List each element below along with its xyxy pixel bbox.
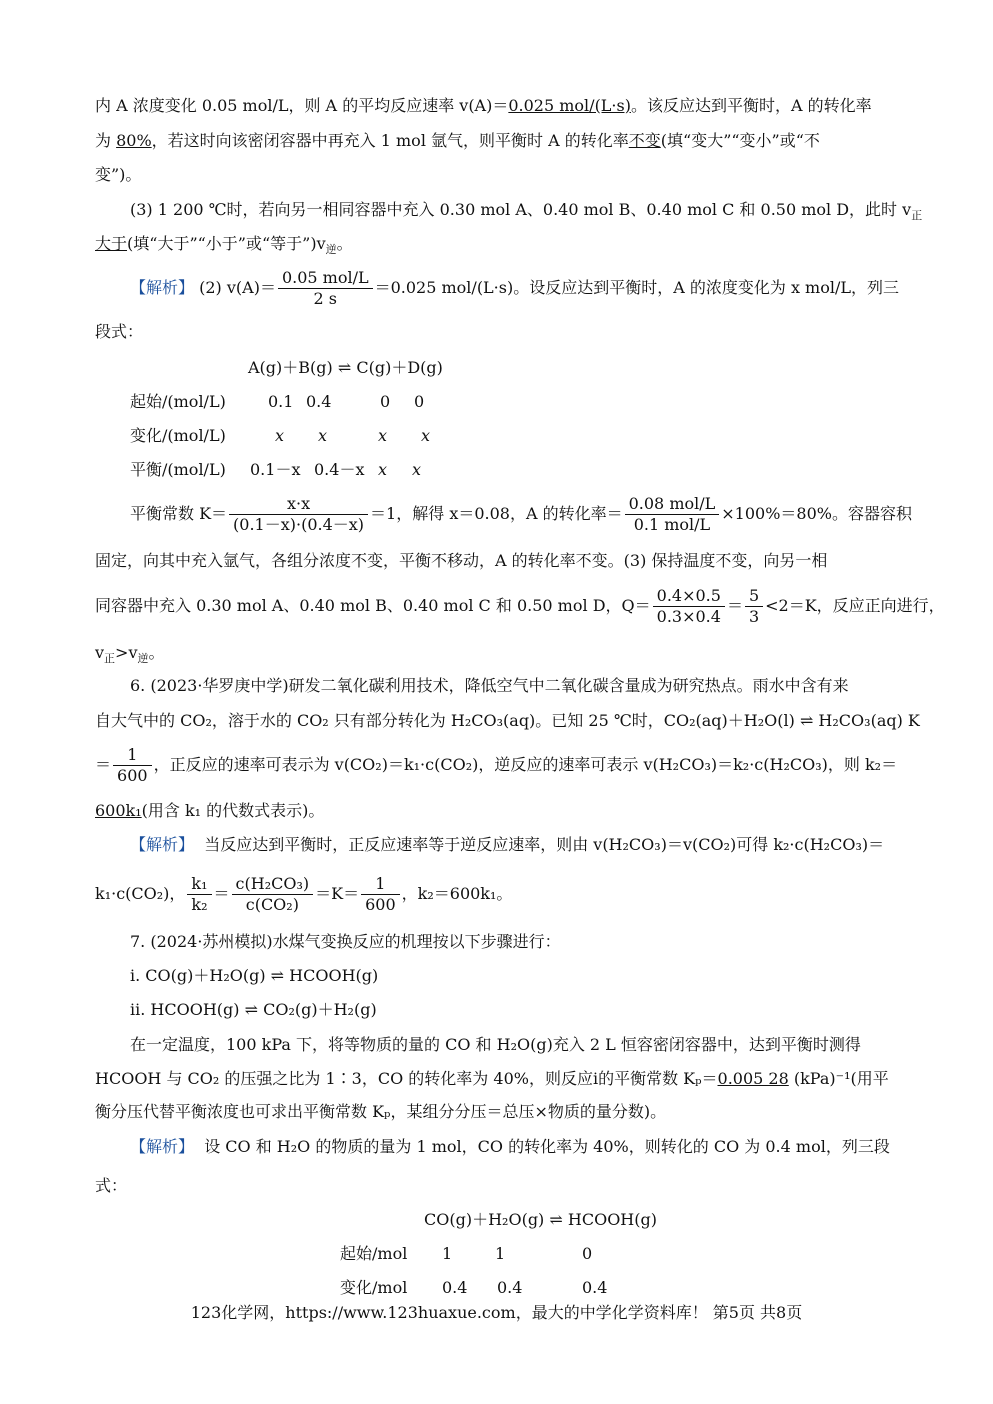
text: 式： [95, 1176, 128, 1195]
step-line [130, 999, 377, 1021]
fraction [625, 494, 720, 535]
reaction-equation [248, 357, 443, 379]
analysis-line [130, 268, 899, 309]
question-line [95, 745, 897, 786]
text: 固定，向其中充入氩气，各组分浓度不变，平衡不移动，A 的转化率不变。(3) 保持温度不变，向另一相 [95, 551, 828, 570]
cell: 0.1－x [250, 460, 301, 479]
answer: 80% [116, 131, 152, 150]
numerator: 1 [113, 745, 152, 766]
cell: 1 [442, 1244, 453, 1263]
text: ＝ [726, 596, 743, 615]
cell: 0 [582, 1244, 593, 1263]
fraction [187, 874, 211, 915]
answer: 600k₁ [95, 801, 142, 820]
cell: x [412, 460, 422, 479]
analysis-line [130, 1136, 890, 1158]
text: ，k₂＝600k₁。 [401, 884, 513, 903]
cell: x [378, 426, 388, 445]
numerator: k₁ [187, 874, 211, 895]
fraction [232, 874, 314, 915]
row-label: 变化/mol [340, 1278, 408, 1297]
fraction [745, 586, 763, 627]
denominator: 3 [748, 607, 760, 626]
row-label: 平衡/(mol/L) [130, 460, 226, 479]
text: 内 A 浓度变化 0.05 mol/L，则 A 的平均反应速率 v(A)＝ [95, 96, 509, 115]
text-line [95, 1175, 127, 1197]
row-label: 起始/(mol/L) [130, 392, 226, 411]
text: ，正反应的速率可表示为 v(CO₂)＝k₁·c(CO₂)，逆反应的速率可表示 v(H₂CO₃)＝k₂·c(H₂CO₃)，则 k₂＝ [153, 755, 898, 774]
denominator: 2 s [313, 289, 338, 308]
denominator: 0.1 mol/L [633, 515, 711, 534]
equation-line [95, 586, 945, 627]
equation-line [95, 874, 512, 915]
subscript: 逆 [325, 243, 337, 257]
numerator: x·x [229, 494, 368, 515]
text: ⅱ. HCOOH(g) ⇌ CO₂(g)＋H₂(g) [130, 1000, 377, 1019]
text: ×100%＝80%。容器容积 [721, 504, 912, 523]
reaction-equation [424, 1209, 657, 1231]
fraction [361, 874, 400, 915]
text: ＝ [95, 755, 112, 774]
text: 在一定温度，100 kPa 下，将等物质的量的 CO 和 H₂O(g)充入 2 L 恒容密闭容器中，达到平衡时测得 [130, 1035, 861, 1054]
page-footer: 123化学网，https://www.123huaxue.com，最大的中学化学资料库！ 第5页 共8页 [190, 1303, 803, 1322]
cell: 1 [495, 1244, 506, 1263]
text: ⅰ. CO(g)＋H₂O(g) ⇌ HCOOH(g) [130, 966, 379, 985]
text-line [95, 233, 353, 261]
text: v [95, 643, 105, 662]
text: ＝1，解得 x＝0.08，A 的转化率＝ [370, 504, 623, 523]
text: k₁·c(CO₂)， [95, 884, 186, 903]
cell: 0.1 [268, 392, 294, 411]
cell: 0.4 [442, 1278, 468, 1297]
denominator: k₂ [191, 895, 208, 914]
text-line [130, 199, 922, 227]
numerator: 0.05 mol/L [278, 268, 373, 289]
text: (3) 1 200 ℃时，若向另一相同容器中充入 0.30 mol A、0.40 mol B、0.40 mol C 和 0.50 mol D，此时 v [130, 200, 912, 219]
cell: 0.4－x [314, 460, 365, 479]
denominator: 600 [365, 895, 396, 914]
text: (填“大于”“小于”或“等于”)v [127, 234, 326, 253]
numerator: 5 [745, 586, 763, 607]
analysis-label: 【解析】 [130, 835, 195, 854]
text-line [95, 164, 141, 186]
cell: 0 [380, 392, 391, 411]
text: CO(g)＋H₂O(g) ⇌ HCOOH(g) [424, 1210, 657, 1229]
denominator: (0.1－x)·(0.4－x) [233, 515, 365, 534]
question-line [95, 1101, 666, 1123]
question-line [95, 800, 324, 822]
text: <2＝K，反应正向进行， [765, 596, 945, 615]
text: ＝ [213, 884, 230, 903]
cell: x [275, 426, 285, 445]
text: (用含 k₁ 的代数式表示)。 [141, 801, 325, 820]
question-line [130, 931, 561, 953]
answer: 0.005 28 [717, 1069, 789, 1088]
cell: 0.4 [306, 392, 332, 411]
numerator: c(H₂CO₃) [232, 874, 314, 895]
analysis-line [130, 834, 884, 856]
question-line [95, 710, 920, 732]
cell: 0.4 [582, 1278, 608, 1297]
text-line [95, 130, 820, 152]
text: (2) v(A)＝ [199, 278, 276, 297]
text: 平衡常数 K＝ [130, 504, 228, 523]
denominator: c(CO₂) [245, 895, 299, 914]
text: 衡分压代替平衡浓度也可求出平衡常数 Kₚ，某组分分压＝总压×物质的量分数)。 [95, 1102, 667, 1121]
text: (填“变大”“变小”或“不 [660, 131, 820, 150]
fraction [113, 745, 152, 786]
text: 为 [95, 131, 117, 150]
subscript: 正 [104, 652, 116, 666]
text: HCOOH 与 CO₂ 的压强之比为 1∶3，CO 的转化率为 40%，则反应ⅰ的平衡常数 Kₚ＝ [95, 1069, 718, 1088]
analysis-label: 【解析】 [130, 1137, 195, 1156]
text: 设 CO 和 H₂O 的物质的量为 1 mol，CO 的转化率为 40%，则转化的 CO 为 0.4 mol，列三段 [204, 1137, 890, 1156]
cell: x [378, 460, 388, 479]
text: A(g)＋B(g) ⇌ C(g)＋D(g) [248, 358, 443, 377]
answer: 不变 [628, 131, 661, 150]
fraction [278, 268, 373, 309]
text: ，若这时向该密闭容器中再充入 1 mol 氩气，则平衡时 A 的转化率 [151, 131, 629, 150]
answer: 大于 [95, 234, 128, 253]
text: ＝0.025 mol/(L·s)。设反应达到平衡时，A 的浓度变化为 x mol/L，列三 [374, 278, 899, 297]
text: 当反应达到平衡时，正反应速率等于逆反应速率，则由 v(H₂CO₃)＝v(CO₂)可得 k₂·c(H₂CO₃)＝ [204, 835, 885, 854]
text: 自大气中的 CO₂，溶于水的 CO₂ 只有部分转化为 H₂CO₃(aq)。已知 25 ℃时，CO₂(aq)＋H₂O(l) ⇌ H₂CO₃(aq) K [95, 711, 920, 730]
analysis-label: 【解析】 [130, 278, 195, 297]
cell: 0 [414, 392, 425, 411]
text: ＝K＝ [315, 884, 360, 903]
text-line [95, 550, 827, 572]
text: 6. (2023·华罗庚中学)研发二氧化碳利用技术，降低空气中二氧化碳含量成为研究热点。雨水中含有来 [130, 676, 849, 695]
subscript: 逆 [137, 652, 149, 666]
text-line [95, 321, 143, 343]
denominator: 600 [117, 766, 148, 785]
text: 。 [336, 234, 353, 253]
cell: x [318, 426, 328, 445]
text: >v [115, 643, 138, 662]
text-line [95, 642, 165, 670]
answer: 0.025 mol/(L·s) [508, 96, 631, 115]
text: 。该反应达到平衡时，A 的转化率 [630, 96, 872, 115]
equation-line [130, 494, 912, 535]
text: 段式： [95, 322, 144, 341]
subscript: 正 [911, 209, 923, 223]
numerator: 0.08 mol/L [625, 494, 720, 515]
numerator: 1 [361, 874, 400, 895]
text: 变”)。 [95, 165, 142, 184]
question-line [130, 675, 849, 697]
text: 7. (2024·苏州模拟)水煤气变换反应的机理按以下步骤进行： [130, 932, 561, 951]
fraction [653, 586, 725, 627]
numerator: 0.4×0.5 [653, 586, 725, 607]
text: (kPa)⁻¹(用平 [788, 1069, 889, 1088]
denominator: 0.3×0.4 [656, 607, 721, 626]
question-line [95, 1068, 889, 1090]
text: 。 [148, 643, 165, 662]
row-label: 变化/(mol/L) [130, 426, 226, 445]
cell: 0.4 [497, 1278, 523, 1297]
question-line [130, 1034, 861, 1056]
text: 同容器中充入 0.30 mol A、0.40 mol B、0.40 mol C 和 0.50 mol D，Q＝ [95, 596, 651, 615]
fraction [229, 494, 368, 535]
row-label: 起始/mol [340, 1244, 408, 1263]
step-line [130, 965, 378, 987]
text-line [95, 95, 872, 117]
cell: x [421, 426, 431, 445]
